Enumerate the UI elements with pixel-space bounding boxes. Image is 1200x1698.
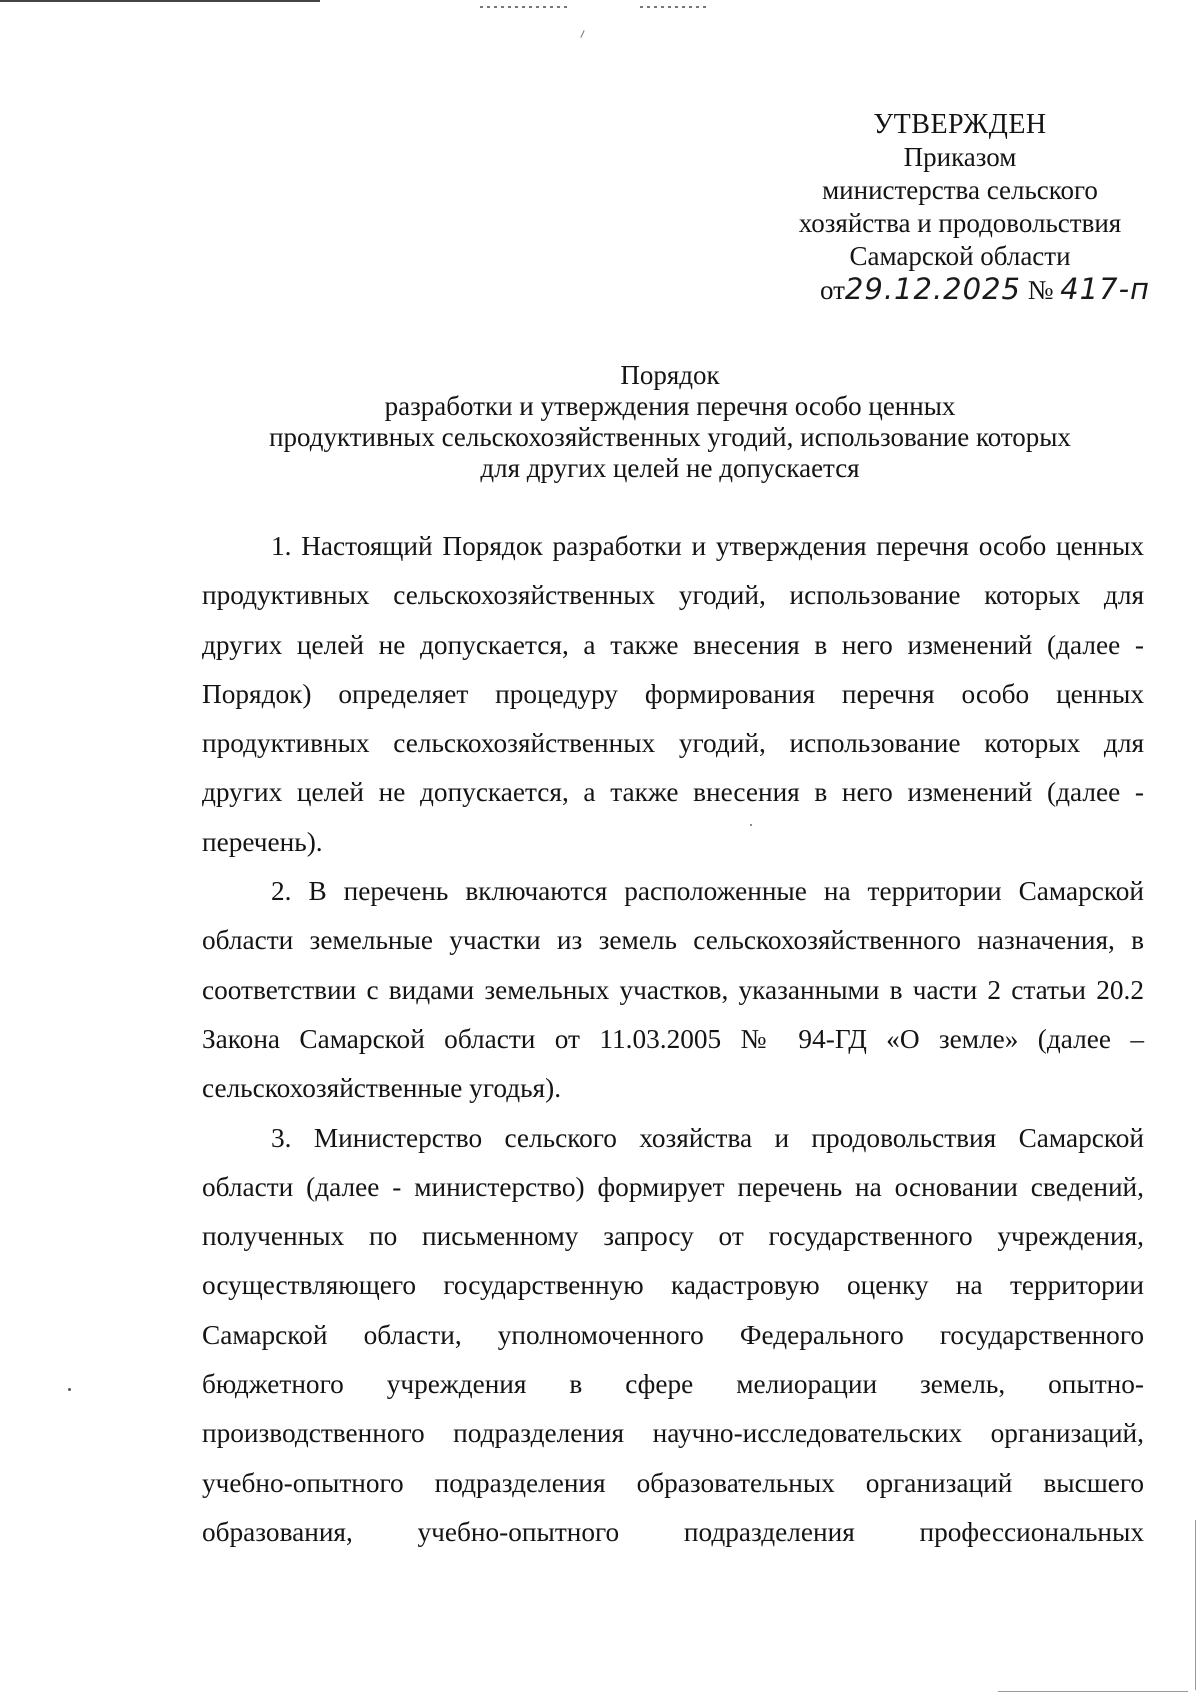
scan-artifact-top-line — [0, 0, 320, 2]
title-line: разработки и утверждения перечня особо ценных — [384, 391, 956, 421]
scan-artifact-bottom-line — [998, 1691, 1188, 1692]
scan-artifact-dot — [68, 1388, 71, 1391]
approval-date-prefix: от — [819, 275, 845, 305]
approval-order-row — [740, 273, 1180, 307]
approval-line: Самарской области — [849, 241, 1071, 271]
paragraph-3: 3. Министерство сельского хозяйства и продовольствия Самарской области (далее - министерство) формирует перечень на основании сведений, полученных по письменному запросу от государственного учреждения, осуществляющего государственную кадастровую оценку на территории Самарской области, уполномоченного Федерального государственного бюджетного учреждения в сфере мелиорации земель, опытно-производственного подразделения научно-исследовательских организаций, учебно-опытного подразделения образовательных организаций высшего образования, учебно-опытного подразделения профессиональных — [202, 1122, 1144, 1547]
approval-line: министерства сельского — [822, 175, 1098, 205]
approval-block — [740, 108, 1180, 307]
paragraph-2: 2. В перечень включаются расположенные на территории Самарской области земельные участки из земель сельскохозяйственного назначения, в соответствии с видами земельных участков, указанными в части 2 статьи 20.2 Закона Самарской области от 11.03.2005 № 94-ГД «О земле» (далее – сельскохозяйственные угодья). — [202, 876, 1144, 1104]
title-line: для других целей не допускается — [480, 453, 860, 483]
approval-line: Приказом — [903, 142, 1017, 172]
scan-artifact-mark — [580, 30, 584, 38]
approval-date-handwritten: 29.12.2025 — [844, 272, 1021, 306]
approval-line: хозяйства и продовольствия — [798, 208, 1122, 238]
title-line: продуктивных сельскохозяйственных угодий, использование которых — [269, 422, 1071, 452]
scan-artifact-edge — [1195, 1520, 1196, 1690]
title-heading: Порядок — [620, 360, 720, 390]
scan-artifact-dots — [640, 6, 710, 8]
approval-heading: УТВЕРЖДЕН — [873, 109, 1047, 140]
document-title — [200, 360, 1140, 484]
approval-number-handwritten: 417-п — [1060, 272, 1151, 306]
paragraph-1: 1. Настоящий Порядок разработки и утверждения перечня особо ценных продуктивных сельскохозяйственных угодий, использование которых для других целей не допускается, а также внесения в него изменений (далее - Порядок) определяет процедуру формирования перечня особо ценных продуктивных сельскохозяйственных угодий, использование которых для других целей не допускается, а также внесения в него изменений (далее - перечень). — [202, 531, 1144, 857]
document-body — [202, 522, 1144, 1557]
approval-number-prefix: № — [1027, 275, 1054, 305]
scan-artifact-dots — [480, 6, 570, 8]
